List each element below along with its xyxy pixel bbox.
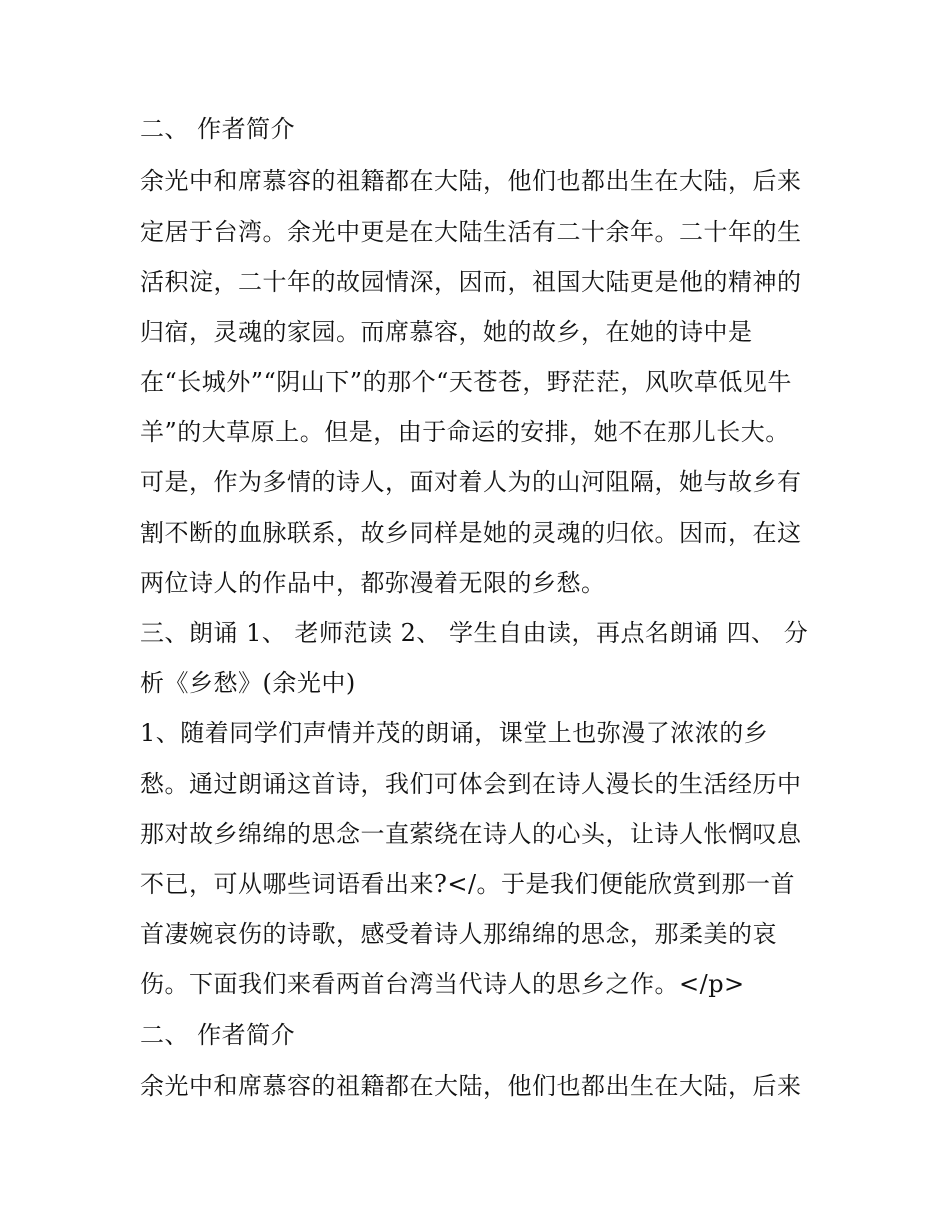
text-line: 析《乡愁》(余光中): [140, 669, 356, 697]
section-heading-reading: 三、朗诵 1、 老师范读 2、 学生自由读，再点名朗诵 四、 分: [140, 619, 809, 647]
text-line: 愁。通过朗诵这首诗，我们可体会到在诗人漫长的生活经历中: [140, 770, 802, 798]
text-line: 伤。下面我们来看两首台湾当代诗人的思乡之作。</p>: [140, 970, 745, 998]
text-line: 在“长城外”“阴山下”的那个“天苍苍，野茫茫，风吹草低见牛: [140, 368, 792, 396]
text-line: 余光中和席慕容的祖籍都在大陆，他们也都出生在大陆，后来: [140, 1072, 802, 1100]
text-line: 首凄婉哀伤的诗歌，感受着诗人那绵绵的思念，那柔美的哀: [140, 920, 777, 948]
text-line: 那对故乡绵绵的思念一直萦绕在诗人的心头，让诗人怅惘叹息: [140, 820, 802, 848]
text-line: 羊”的大草原上。但是，由于命运的安排，她不在那儿长大。: [140, 418, 790, 446]
text-line: 不已，可从哪些词语看出来?</。于是我们便能欣赏到那一首: [140, 870, 796, 898]
text-line: 定居于台湾。余光中更是在大陆生活有二十余年。二十年的生: [140, 218, 802, 246]
section-heading-author-intro-repeat: 二、 作者简介: [140, 1021, 296, 1049]
text-line: 余光中和席慕容的祖籍都在大陆，他们也都出生在大陆，后来: [140, 167, 802, 195]
text-line: 两位诗人的作品中，都弥漫着无限的乡愁。: [140, 569, 606, 597]
text-line: 可是，作为多情的诗人，面对着人为的山河阻隔，她与故乡有: [140, 468, 802, 496]
section-heading-author-intro: 二、 作者简介: [140, 115, 296, 143]
text-line: 归宿，灵魂的家园。而席慕容，她的故乡，在她的诗中是: [140, 318, 753, 346]
text-line: 1、随着同学们声情并茂的朗诵，课堂上也弥漫了浓浓的乡: [140, 719, 769, 747]
text-line: 割不断的血脉联系，故乡同样是她的灵魂的归依。因而，在这: [140, 519, 802, 547]
text-line: 活积淀，二十年的故园情深，因而，祖国大陆更是他的精神的: [140, 268, 802, 296]
